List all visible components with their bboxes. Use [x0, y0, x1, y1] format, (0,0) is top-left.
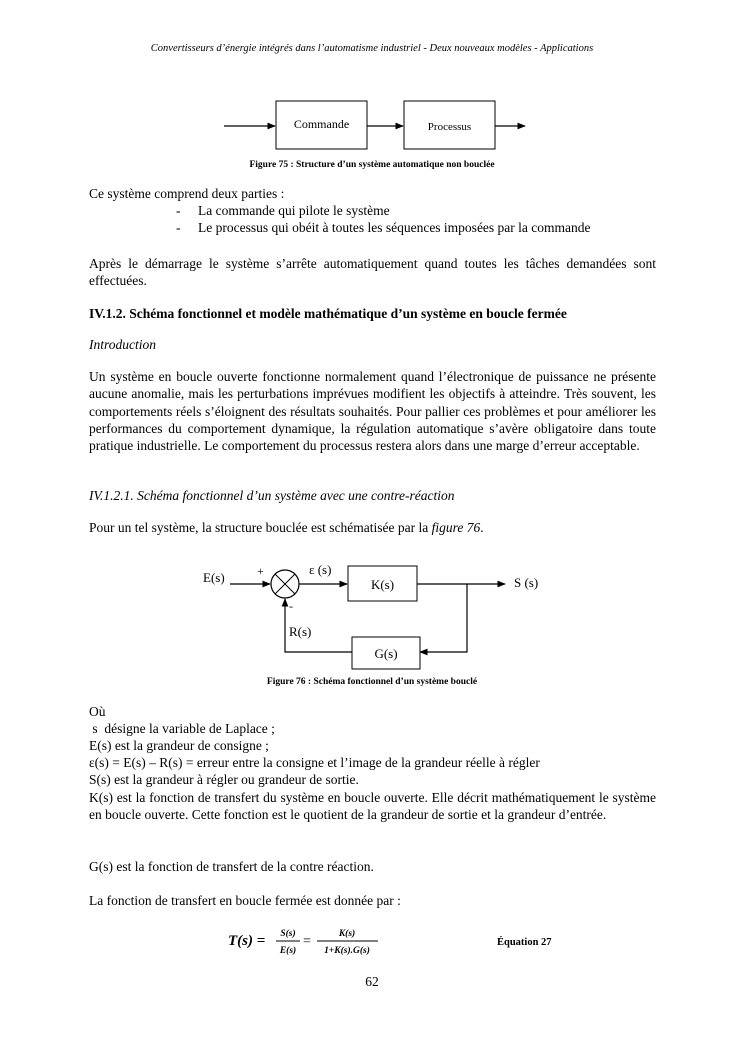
page-header: Convertisseurs d’énergie intégrés dans l’automatisme industriel - Deux nouveaux modèles - Applications [150, 43, 594, 54]
equation-equals: = [303, 934, 311, 949]
paragraph-open-loop: Un système en boucle ouverte fonctionne normalement quand l’électronique de puissance ne présente aucune anomalie, mais les perturbations imprévues modifient les objectifs à atteindre. Très souvent, les comportements réels s’éloignent des résultats souhaités. Pour pallier ces problèmes et pour améliorer les performances du comportement dynamique, la régulation automatique s’avère obligatoire dans toute pratique industrielle. Le comportement du processus restera alors dans une marge d’erreur acceptable. [89, 369, 656, 454]
fig76-plus-sign: + [257, 564, 264, 578]
intro-heading: Introduction [89, 337, 156, 352]
def-g: G(s) est la fonction de transfert de la contre réaction. [89, 859, 374, 874]
bullet-text: Le processus qui obéit à toutes les séquences imposées par la commande [198, 220, 591, 235]
page-number: 62 [365, 974, 379, 989]
bullet-item [176, 220, 591, 236]
figure-ref-end: . [480, 520, 484, 535]
figure-ref-text: Pour un tel système, la structure bouclée est schématisée par la [89, 520, 432, 535]
fig76-minus-sign: - [289, 599, 293, 613]
paragraph-figure-ref [89, 519, 656, 536]
fig76-error-label: ε (s) [309, 562, 332, 577]
def-t: La fonction de transfert en boucle fermée est donnée par : [89, 893, 401, 908]
fig76-feedback-label: R(s) [289, 624, 312, 639]
figure-75-diagram [0, 0, 744, 180]
equation-frac2-denominator: 1+K(s).G(s) [324, 946, 370, 956]
fig76-feedback-path [420, 584, 467, 652]
fig76-input-label: E(s) [203, 570, 225, 585]
def-output: S(s) est la grandeur à régler ou grandeur de sortie. [89, 772, 359, 787]
paragraph-parts: Ce système comprend deux parties : [89, 186, 285, 201]
bullet-dash: - [176, 203, 181, 218]
def-e: E(s) est la grandeur de consigne ; [89, 738, 269, 753]
fig76-k-label: K(s) [370, 577, 395, 592]
def-k: K(s) est la fonction de transfert du système en boucle ouverte. Elle décrit mathématiquement le système en boucle ouverte. Cette fonction est le quotient de la grandeur de sortie et la grandeur d’entrée. [89, 790, 656, 823]
fig75-commande-label: Commande [293, 117, 350, 131]
fig76-g-label: G(s) [374, 646, 398, 661]
bullet-dash: - [176, 220, 181, 235]
equation-frac1-denominator: E(s) [279, 946, 297, 956]
subsection-heading: IV.1.2.1. Schéma fonctionnel d’un système avec une contre-réaction [89, 488, 455, 503]
figure-76-diagram [0, 555, 744, 680]
bullet-text: La commande qui pilote le système [198, 203, 390, 218]
fig76-output-label: S (s) [514, 575, 539, 590]
equation-label: Équation 27 [497, 937, 552, 948]
equation-27 [0, 920, 744, 965]
paragraph-stop: Après le démarrage le système s’arrête automatiquement quand toutes les tâches demandées sont effectuées. [89, 256, 656, 289]
figure-ref-link: figure 76 [431, 520, 481, 535]
figure-76-caption: Figure 76 : Schéma fonctionnel d’un système bouclé [266, 677, 478, 687]
def-s: s désigne la variable de Laplace ; [89, 721, 275, 736]
section-heading: IV.1.2. Schéma fonctionnel et modèle mathématique d’un système en boucle fermée [89, 306, 567, 321]
equation-frac1-numerator: S(s) [280, 929, 296, 939]
fig75-processus-label: Processus [427, 121, 472, 133]
figure-75-caption: Figure 75 : Structure d’un système automatique non bouclée [249, 160, 495, 170]
def-epsilon: ε(s) = E(s) – R(s) = erreur entre la consigne et l’image de la grandeur réelle à régler [89, 755, 540, 770]
equation-frac2-numerator: K(s) [338, 929, 356, 939]
def-ou: Où [89, 704, 106, 719]
bullet-item [176, 203, 390, 219]
equation-lhs: T(s) = [228, 933, 266, 949]
